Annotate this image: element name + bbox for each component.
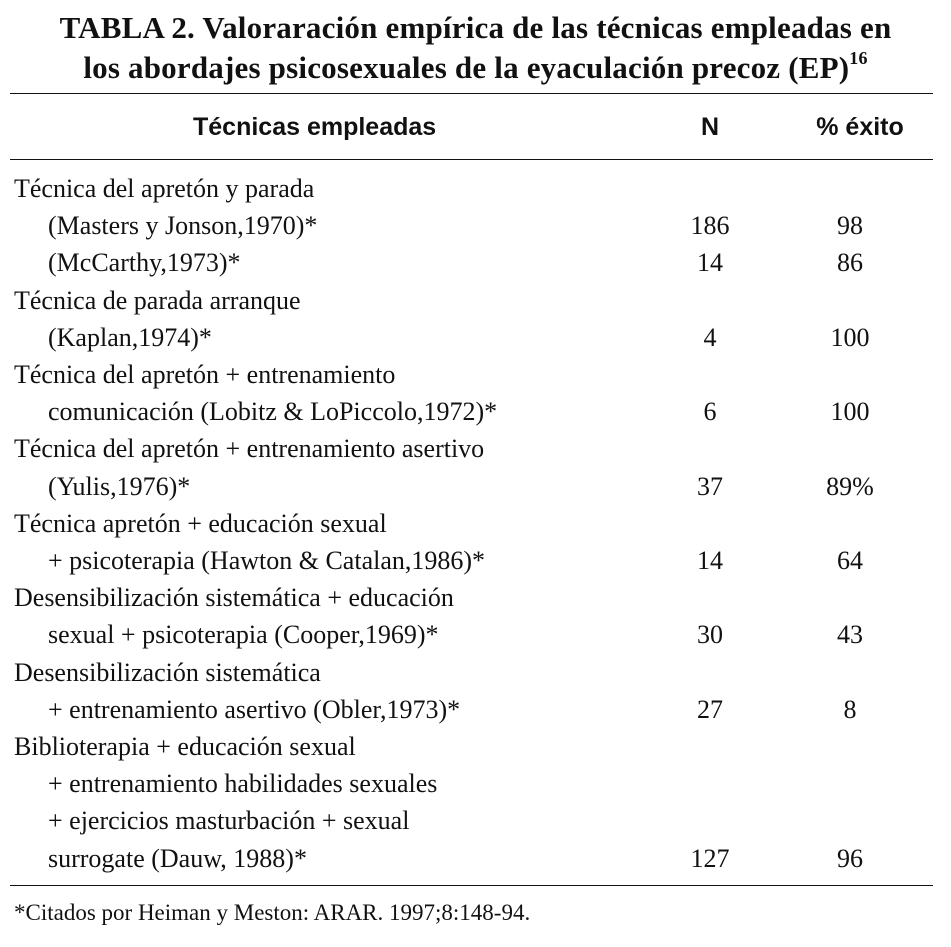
bottom-rule	[10, 885, 933, 886]
row-technique-text: Biblioterapia + educación sexual	[14, 732, 356, 761]
row-n-value: 37	[697, 471, 723, 501]
row-success-value: 43	[837, 620, 863, 650]
table-row	[0, 170, 951, 207]
row-success-value: 100	[830, 397, 870, 427]
table-row	[0, 728, 951, 765]
title-reference-superscript: 16	[849, 48, 868, 68]
row-n-value: 186	[690, 211, 730, 241]
table-row	[0, 654, 951, 691]
table-row	[0, 244, 951, 281]
table-row	[0, 840, 951, 877]
row-detail-text: surrogate (Dauw, 1988)*	[48, 843, 307, 873]
row-technique-text: Técnica del apretón y parada	[14, 174, 315, 203]
header-rule	[10, 159, 933, 160]
table-row	[0, 356, 951, 393]
row-technique-text: Técnica de parada arranque	[14, 285, 301, 315]
table-row	[0, 765, 951, 802]
row-n-value: 6	[703, 397, 717, 427]
table-row	[0, 616, 951, 653]
row-technique-text: Técnica del apretón + entrenamiento	[14, 360, 396, 389]
table-row	[0, 505, 951, 542]
row-success-value: 86	[837, 248, 863, 278]
row-detail-text: + entrenamiento asertivo (Obler,1973)*	[48, 694, 461, 724]
table-row	[0, 393, 951, 430]
row-detail-text: + ejercicios masturbación + sexual	[48, 806, 410, 836]
row-detail-text: + entrenamiento habilidades sexuales	[48, 769, 438, 799]
table-title-line-2-text: los abordajes psicosexuales de la eyaculación precoz (EP)	[83, 50, 850, 85]
row-detail-text: (Masters y Jonson,1970)*	[48, 211, 318, 241]
row-n-value: 27	[697, 694, 723, 724]
table-title-line-1: TABLA 2. Valoraración empírica de las técnicas empleadas en	[59, 10, 892, 45]
table-row	[0, 319, 951, 356]
table-row	[0, 430, 951, 467]
row-n-value: 14	[697, 248, 723, 278]
header-n: N	[700, 113, 720, 141]
table-row	[0, 207, 951, 244]
row-success-value: 64	[837, 546, 863, 575]
table-row	[0, 691, 951, 728]
row-technique-text: Desensibilización sistemática	[14, 657, 321, 687]
row-success-value: 96	[837, 843, 863, 873]
table-title	[0, 8, 951, 88]
row-success-value: 100	[830, 322, 870, 352]
row-technique-text: Técnica del apretón + entrenamiento asertivo	[14, 434, 485, 464]
row-detail-text: sexual + psicoterapia (Cooper,1969)*	[48, 620, 439, 650]
row-detail-text: comunicación (Lobitz & LoPiccolo,1972)*	[48, 397, 498, 427]
row-technique-text: Técnica apretón + educación sexual	[14, 508, 387, 538]
header-success: % éxito	[816, 113, 904, 141]
row-detail-text: + psicoterapia (Hawton & Catalan,1986)*	[48, 546, 486, 575]
table-row	[0, 802, 951, 839]
row-success-value: 89%	[826, 471, 874, 501]
top-rule	[10, 93, 933, 94]
row-n-value: 127	[690, 843, 730, 873]
row-n-value: 14	[697, 546, 723, 575]
row-n-value: 30	[697, 620, 723, 650]
table-row	[0, 468, 951, 505]
row-detail-text: (Kaplan,1974)*	[48, 322, 212, 352]
table-title-line-2	[0, 48, 951, 88]
table-row	[0, 282, 951, 319]
footnote: *Citados por Heiman y Meston: ARAR. 1997;8:148-94.	[14, 900, 531, 925]
row-success-value: 98	[837, 211, 863, 241]
row-n-value: 4	[703, 322, 717, 352]
row-detail-text: (McCarthy,1973)*	[48, 248, 241, 278]
row-detail-text: (Yulis,1976)*	[48, 471, 191, 501]
row-technique-text: Desensibilización sistemática + educación	[14, 583, 454, 613]
table-row	[0, 542, 951, 579]
table-row	[0, 579, 951, 616]
row-success-value: 8	[843, 694, 857, 724]
header-technique: Técnicas empleadas	[193, 113, 437, 141]
